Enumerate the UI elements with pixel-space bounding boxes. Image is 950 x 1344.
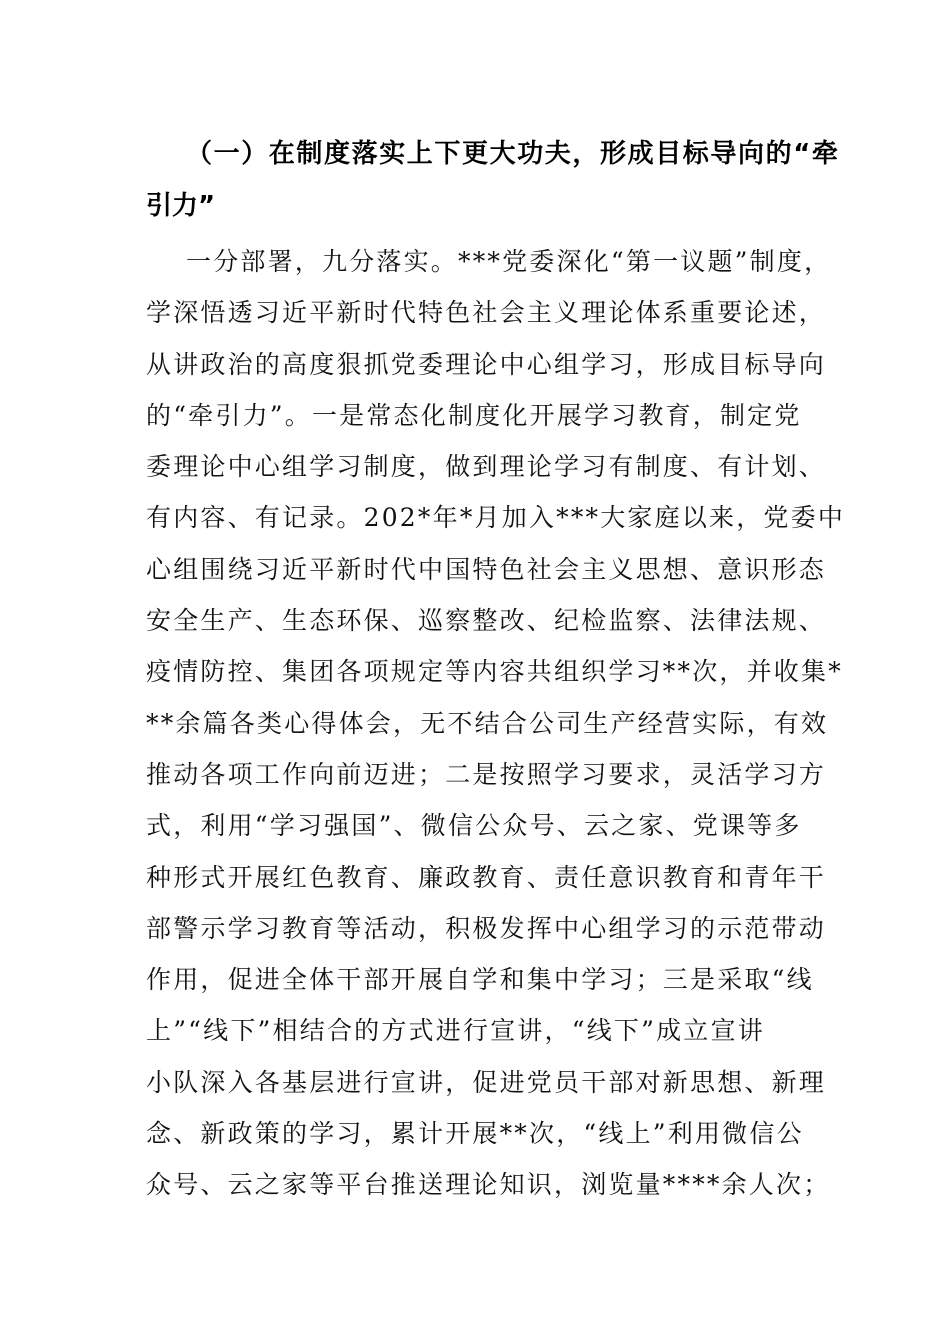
paragraph-line: 种形式开展红色教育、廉政教育、责任意识教育和青年干 bbox=[146, 862, 827, 892]
heading-line: （一）在制度落实上下更大功夫，形成目标导向的“牵 bbox=[186, 139, 840, 169]
paragraph-line: 有内容、有记录。202*年*月加入***大家庭以来，党委中 bbox=[146, 503, 846, 533]
paragraph-line: **余篇各类心得体会，无不结合公司生产经营实际，有效 bbox=[146, 708, 829, 738]
paragraph-line: 推动各项工作向前迈进；二是按照学习要求，灵活学习方 bbox=[146, 759, 827, 789]
paragraph-line: 众号、云之家等平台推送理论知识，浏览量****余人次； bbox=[146, 1170, 831, 1200]
paragraph-line: 心组围绕习近平新时代中国特色社会主义思想、意识形态 bbox=[146, 554, 827, 584]
heading-line: 引力” bbox=[146, 191, 216, 221]
paragraph-line: 的“牵引力”。一是常态化制度化开展学习教育，制定党 bbox=[146, 400, 802, 430]
paragraph-line: 上”“线下”相结合的方式进行宣讲，“线下”成立宣讲 bbox=[146, 1016, 765, 1046]
paragraph-line: 一分部署，九分落实。***党委深化“第一议题”制度， bbox=[186, 247, 832, 276]
paragraph-line: 小队深入各基层进行宣讲，促进党员干部对新思想、新理 bbox=[146, 1067, 827, 1097]
paragraph-line: 疫情防控、集团各项规定等内容共组织学习**次，并收集* bbox=[146, 657, 843, 687]
paragraph-line: 安全生产、生态环保、巡察整改、纪检监察、法律法规、 bbox=[146, 606, 827, 636]
paragraph-line: 作用，促进全体干部开展自学和集中学习；三是采取“线 bbox=[146, 965, 814, 995]
section-heading bbox=[146, 128, 840, 232]
paragraph-line: 部警示学习教育等活动，积极发挥中心组学习的示范带动 bbox=[146, 913, 827, 943]
paragraph-line: 式，利用“学习强国”、微信公众号、云之家、党课等多 bbox=[146, 811, 802, 841]
body-paragraph bbox=[146, 236, 846, 1211]
paragraph-line: 从讲政治的高度狠抓党委理论中心组学习，形成目标导向 bbox=[146, 349, 827, 379]
paragraph-line: 委理论中心组学习制度，做到理论学习有制度、有计划、 bbox=[146, 452, 827, 482]
paragraph-line: 学深悟透习近平新时代特色社会主义理论体系重要论述， bbox=[146, 298, 827, 328]
paragraph-line: 念、新政策的学习，累计开展**次，“线上”利用微信公 bbox=[146, 1119, 804, 1149]
